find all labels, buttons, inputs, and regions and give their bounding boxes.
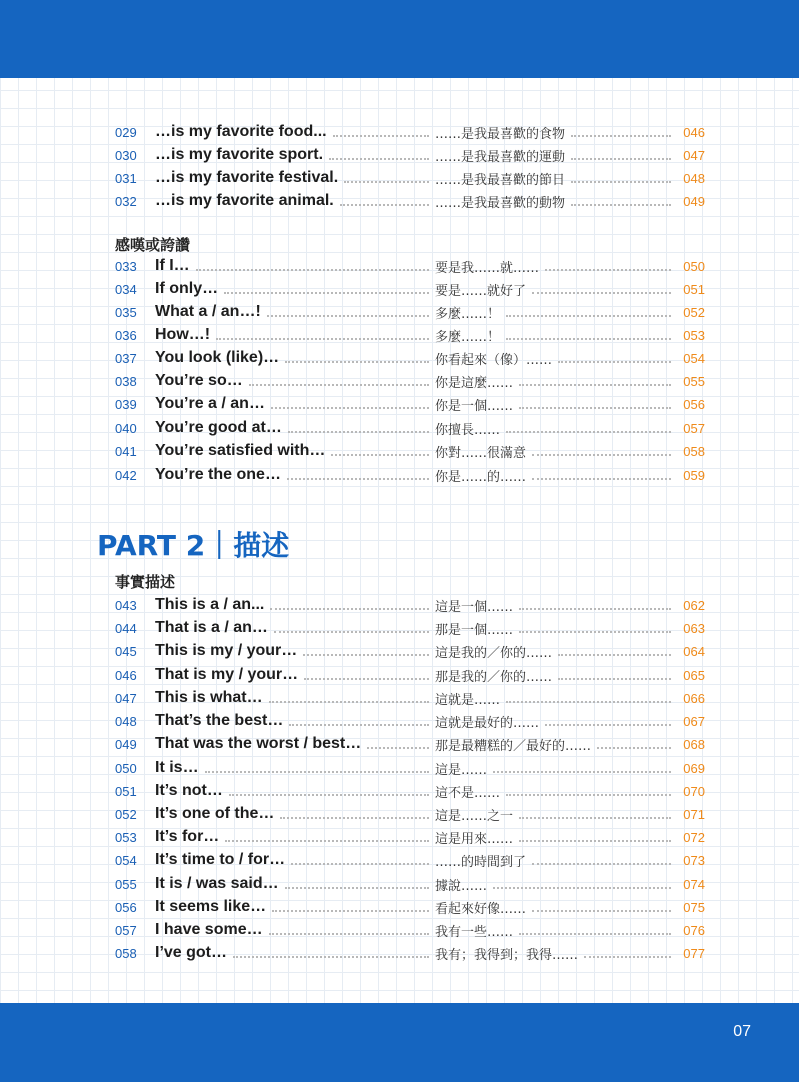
header-band (0, 0, 799, 78)
leader-dots (532, 863, 671, 865)
entry-page: 075 (683, 899, 705, 915)
leader-dots (274, 631, 429, 633)
leader-dots (519, 933, 671, 935)
leader-dots (519, 840, 671, 842)
entry-number: 032 (115, 193, 137, 209)
entry-translation-cell (435, 805, 675, 824)
entry-page: 064 (683, 643, 705, 659)
entry-phrase: It’s one of the… (155, 805, 275, 822)
entry-number: 029 (115, 124, 137, 140)
entry-translation: 這是我的／你的…… (435, 645, 553, 661)
entry-translation-cell (435, 372, 675, 391)
toc-entry[interactable] (115, 919, 705, 941)
toc-entry[interactable] (115, 440, 705, 462)
entry-phrase: It’s time to / for… (155, 851, 286, 868)
leader-dots (493, 887, 671, 889)
leader-dots (571, 135, 671, 137)
entry-page: 050 (683, 258, 705, 274)
entry-phrase: How…! (155, 326, 211, 343)
toc-entry[interactable] (115, 278, 705, 300)
leader-dots (519, 817, 671, 819)
leader-dots (532, 454, 671, 456)
entry-page: 057 (683, 420, 705, 436)
entry-translation-cell (435, 257, 675, 276)
leader-dots (269, 933, 429, 935)
entry-translation-cell (435, 735, 675, 754)
entry-number: 052 (115, 806, 137, 822)
entry-number: 056 (115, 899, 137, 915)
toc-entry[interactable] (115, 803, 705, 825)
leader-dots (216, 338, 429, 340)
entry-translation: 你看起來（像）…… (435, 352, 553, 368)
toc-entry[interactable] (115, 780, 705, 802)
toc-entry[interactable] (115, 370, 705, 392)
entry-page: 076 (683, 922, 705, 938)
entry-translation: 那是一個…… (435, 622, 514, 638)
entry-translation-cell (435, 689, 675, 708)
entry-page: 066 (683, 690, 705, 706)
leader-dots (506, 431, 671, 433)
entry-page: 067 (683, 713, 705, 729)
entry-translation-cell (435, 303, 675, 322)
entry-translation: 據說…… (435, 878, 488, 894)
entry-phrase: That was the worst / best… (155, 735, 362, 752)
leader-dots (340, 204, 429, 206)
entry-translation-cell (435, 169, 675, 188)
leader-dots (367, 747, 429, 749)
entry-number: 054 (115, 852, 137, 868)
entry-page: 046 (683, 124, 705, 140)
entry-page: 070 (683, 783, 705, 799)
leader-dots (269, 701, 429, 703)
leader-dots (329, 158, 429, 160)
entry-phrase: It’s for… (155, 828, 220, 845)
entry-phrase: You’re a / an… (155, 395, 265, 412)
entry-translation-cell (435, 395, 675, 414)
entry-number: 040 (115, 420, 137, 436)
entry-translation: 你擅長…… (435, 422, 501, 438)
entry-page: 052 (683, 304, 705, 320)
entry-phrase: …is my favorite sport. (155, 146, 324, 163)
toc-entry[interactable] (115, 826, 705, 848)
entry-translation-cell (435, 192, 675, 211)
entry-translation: 要是我……就…… (435, 260, 540, 276)
entry-translation: 這是用來…… (435, 831, 514, 847)
leader-dots (506, 701, 671, 703)
toc-entry[interactable] (115, 873, 705, 895)
part-name: 描述 (233, 529, 290, 562)
entry-number: 033 (115, 258, 137, 274)
page-number: 07 (733, 1023, 751, 1040)
entry-page: 077 (683, 945, 705, 961)
leader-dots (271, 407, 429, 409)
entry-translation: 這就是最好的…… (435, 715, 540, 731)
entry-phrase: You’re satisfied with… (155, 442, 326, 459)
entry-phrase: It seems like… (155, 898, 267, 915)
entry-page: 047 (683, 147, 705, 163)
entry-page: 048 (683, 170, 705, 186)
toc-entry[interactable] (115, 849, 705, 871)
entry-number: 047 (115, 690, 137, 706)
entry-translation-cell (435, 782, 675, 801)
entry-translation: ……的時間到了 (435, 854, 527, 870)
entry-phrase: If only… (155, 280, 219, 297)
toc-entry[interactable] (115, 594, 705, 616)
entry-translation-cell (435, 851, 675, 870)
entry-phrase: That is my / your… (155, 666, 299, 683)
entry-translation-cell (435, 759, 675, 778)
entry-translation-cell (435, 828, 675, 847)
entry-phrase: What a / an…! (155, 303, 261, 320)
entry-number: 035 (115, 304, 137, 320)
entry-translation: 你是這麼…… (435, 375, 514, 391)
entry-translation-cell (435, 326, 675, 345)
leader-dots (571, 204, 671, 206)
entry-translation: 這就是…… (435, 692, 501, 708)
toc-entry[interactable] (115, 733, 705, 755)
entry-page: 072 (683, 829, 705, 845)
entry-phrase: I have some… (155, 921, 263, 938)
entry-translation-cell (435, 666, 675, 685)
section-heading: 事實描述 (115, 573, 176, 591)
entry-page: 058 (683, 443, 705, 459)
entry-translation: 這是一個…… (435, 599, 514, 615)
toc-entry[interactable] (115, 896, 705, 918)
entry-phrase: You look (like)… (155, 349, 280, 366)
entry-page: 073 (683, 852, 705, 868)
leader-dots (519, 608, 671, 610)
entry-translation-cell (435, 442, 675, 461)
entry-translation: 這不是…… (435, 785, 501, 801)
leader-dots (285, 887, 429, 889)
entry-page: 055 (683, 373, 705, 389)
leader-dots (249, 384, 429, 386)
entry-phrase: You’re so… (155, 372, 243, 389)
entry-page: 056 (683, 396, 705, 412)
leader-dots (571, 181, 671, 183)
entry-translation-cell (435, 944, 675, 963)
entry-phrase: You’re the one… (155, 466, 281, 483)
entry-translation-cell (435, 146, 675, 165)
part-title (97, 524, 289, 564)
leader-dots (331, 454, 429, 456)
entry-number: 036 (115, 327, 137, 343)
entry-translation: 你對……很滿意 (435, 445, 527, 461)
leader-dots (344, 181, 429, 183)
entry-page: 069 (683, 760, 705, 776)
leader-dots (558, 654, 671, 656)
leader-dots (545, 269, 671, 271)
entry-translation-cell (435, 921, 675, 940)
entry-phrase: …is my favorite food... (155, 123, 327, 140)
leader-dots (506, 315, 671, 317)
toc-entry[interactable] (115, 255, 705, 277)
toc-entry[interactable] (115, 617, 705, 639)
toc-entry[interactable] (115, 664, 705, 686)
toc-entry[interactable] (115, 757, 705, 779)
entry-number: 031 (115, 170, 137, 186)
toc-entry[interactable] (115, 190, 705, 212)
leader-dots (584, 956, 671, 958)
entry-number: 049 (115, 736, 137, 752)
entry-translation-cell (435, 875, 675, 894)
entry-phrase: This is my / your… (155, 642, 298, 659)
entry-phrase: It is… (155, 759, 199, 776)
entry-translation-cell (435, 642, 675, 661)
leader-dots (233, 956, 429, 958)
toc-entry[interactable] (115, 464, 705, 486)
entry-phrase: This is a / an... (155, 596, 265, 613)
entry-page: 063 (683, 620, 705, 636)
toc-entry[interactable] (115, 942, 705, 964)
leader-dots (285, 361, 429, 363)
entry-number: 042 (115, 467, 137, 483)
part-label: PART 2 (97, 529, 206, 562)
entry-translation: 我有一些…… (435, 924, 514, 940)
entry-page: 049 (683, 193, 705, 209)
entry-translation: 你是……的…… (435, 469, 527, 485)
entry-translation-cell (435, 123, 675, 142)
entry-translation: 這是…… (435, 762, 488, 778)
entry-translation: ……是我最喜歡的運動 (435, 149, 566, 165)
toc-entry[interactable] (115, 121, 705, 143)
leader-dots (225, 840, 429, 842)
toc-entry[interactable] (115, 301, 705, 323)
entry-number: 037 (115, 350, 137, 366)
leader-dots (506, 338, 671, 340)
leader-dots (272, 910, 429, 912)
leader-dots (196, 269, 429, 271)
entry-translation-cell (435, 466, 675, 485)
entry-translation: 我有；我得到；我得…… (435, 947, 579, 963)
entry-number: 044 (115, 620, 137, 636)
toc-entry[interactable] (115, 347, 705, 369)
entry-page: 071 (683, 806, 705, 822)
entry-number: 038 (115, 373, 137, 389)
entry-number: 041 (115, 443, 137, 459)
entry-number: 046 (115, 667, 137, 683)
entry-translation: 這是……之一 (435, 808, 514, 824)
leader-dots (291, 863, 429, 865)
entry-number: 045 (115, 643, 137, 659)
leader-dots (558, 361, 671, 363)
leader-dots (280, 817, 429, 819)
entry-translation-cell (435, 898, 675, 917)
leader-dots (304, 678, 429, 680)
entry-page: 068 (683, 736, 705, 752)
entry-page: 051 (683, 281, 705, 297)
entry-number: 034 (115, 281, 137, 297)
entry-page: 059 (683, 467, 705, 483)
toc-entry[interactable] (115, 710, 705, 732)
leader-dots (519, 407, 671, 409)
leader-dots (288, 431, 429, 433)
entry-page: 053 (683, 327, 705, 343)
entry-translation-cell (435, 280, 675, 299)
entry-translation-cell (435, 596, 675, 615)
entry-translation: 多麼……！ (435, 329, 501, 345)
leader-dots (267, 315, 429, 317)
entry-number: 051 (115, 783, 137, 799)
entry-phrase: You’re good at… (155, 419, 282, 436)
entry-number: 057 (115, 922, 137, 938)
entry-phrase: I’ve got… (155, 944, 228, 961)
leader-dots (289, 724, 429, 726)
leader-dots (532, 910, 671, 912)
entry-translation: 多麼……！ (435, 306, 501, 322)
entry-phrase: …is my favorite festival. (155, 169, 339, 186)
entry-phrase: It is / was said… (155, 875, 279, 892)
leader-dots (519, 384, 671, 386)
entry-translation-cell (435, 419, 675, 438)
entry-number: 055 (115, 876, 137, 892)
entry-translation: 看起來好像…… (435, 901, 527, 917)
entry-number: 050 (115, 760, 137, 776)
entry-translation-cell (435, 619, 675, 638)
leader-dots (519, 631, 671, 633)
leader-dots (287, 478, 429, 480)
leader-dots (224, 292, 429, 294)
leader-dots (532, 478, 671, 480)
entry-number: 039 (115, 396, 137, 412)
toc-entry[interactable] (115, 640, 705, 662)
leader-dots (597, 747, 671, 749)
entry-phrase: That’s the best… (155, 712, 284, 729)
entry-phrase: …is my favorite animal. (155, 192, 334, 209)
leader-dots (545, 724, 671, 726)
leader-dots (571, 158, 671, 160)
toc-entry[interactable] (115, 144, 705, 166)
entry-translation: 你是一個…… (435, 398, 514, 414)
toc-entry[interactable] (115, 324, 705, 346)
entry-phrase: It’s not… (155, 782, 223, 799)
entry-translation: 那是我的／你的…… (435, 669, 553, 685)
leader-dots (270, 608, 429, 610)
entry-translation: ……是我最喜歡的動物 (435, 195, 566, 211)
entry-phrase: If I… (155, 257, 190, 274)
toc-entry[interactable] (115, 167, 705, 189)
leader-dots (493, 771, 671, 773)
entry-number: 030 (115, 147, 137, 163)
entry-page: 065 (683, 667, 705, 683)
entry-translation: 要是……就好了 (435, 283, 527, 299)
leader-dots (303, 654, 429, 656)
toc-entry[interactable] (115, 417, 705, 439)
entry-page: 074 (683, 876, 705, 892)
leader-dots (558, 678, 671, 680)
entry-number: 058 (115, 945, 137, 961)
entry-page: 054 (683, 350, 705, 366)
entry-number: 048 (115, 713, 137, 729)
leader-dots (333, 135, 429, 137)
section-heading: 感嘆或誇讚 (115, 236, 191, 254)
part-separator: ｜ (205, 529, 234, 562)
entry-phrase: This is what… (155, 689, 263, 706)
entry-translation-cell (435, 349, 675, 368)
entry-translation: ……是我最喜歡的食物 (435, 126, 566, 142)
leader-dots (229, 794, 429, 796)
entry-number: 053 (115, 829, 137, 845)
toc-entry[interactable] (115, 687, 705, 709)
entry-page: 062 (683, 597, 705, 613)
entry-translation: 那是最糟糕的／最好的…… (435, 738, 592, 754)
leader-dots (532, 292, 671, 294)
leader-dots (205, 771, 429, 773)
entry-translation: ……是我最喜歡的節日 (435, 172, 566, 188)
leader-dots (506, 794, 671, 796)
entry-number: 043 (115, 597, 137, 613)
toc-entry[interactable] (115, 393, 705, 415)
entry-translation-cell (435, 712, 675, 731)
entry-phrase: That is a / an… (155, 619, 268, 636)
footer-band (0, 1003, 799, 1082)
